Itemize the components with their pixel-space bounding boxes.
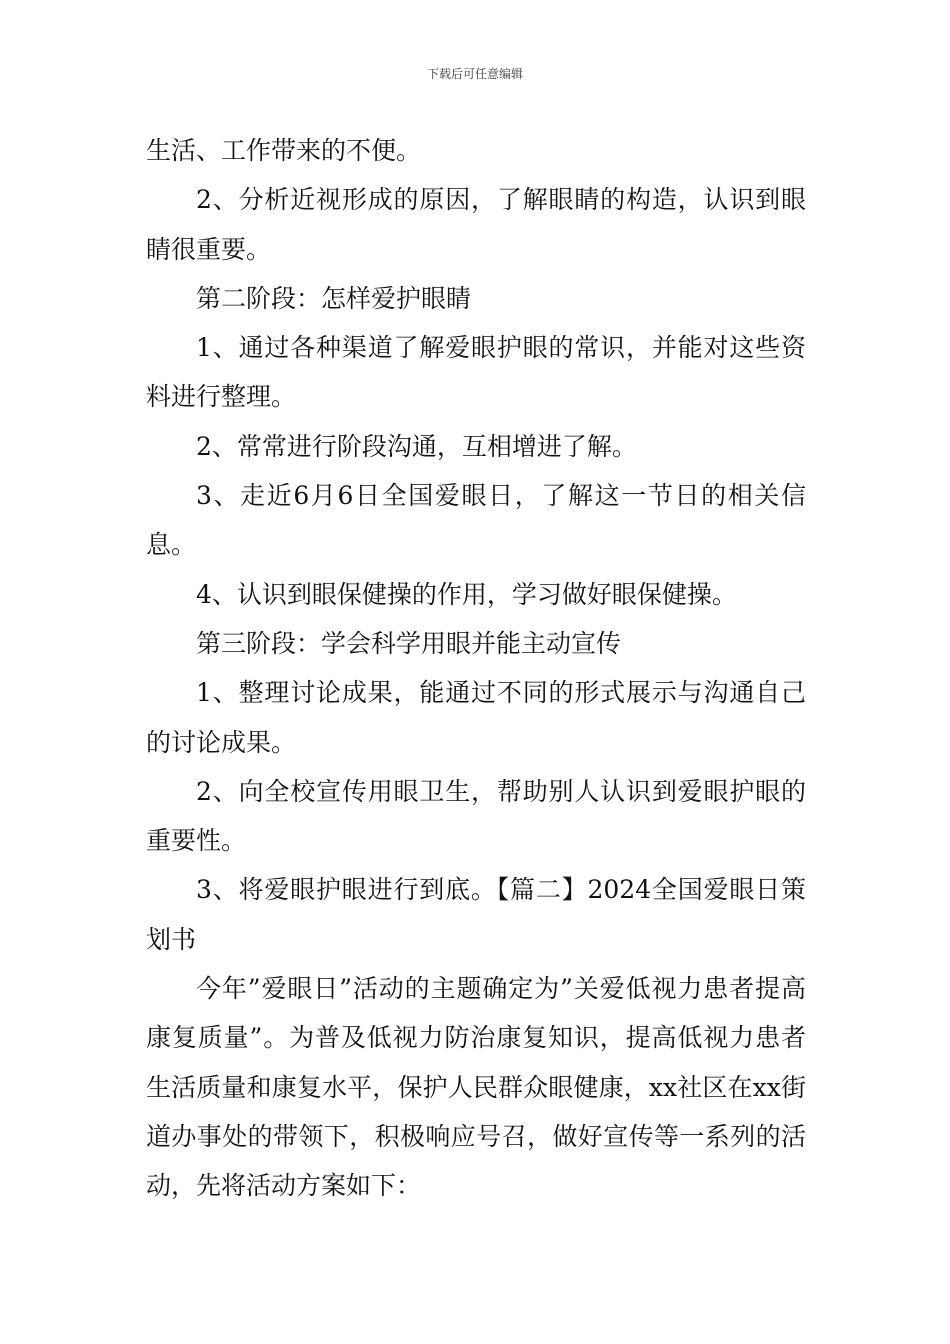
document-body bbox=[146, 126, 806, 1211]
paragraph-11: 3、将爱眼护眼进行到底。【篇二】2024全国爱眼日策划书 bbox=[146, 875, 806, 954]
paragraph-1: 生活、工作带来的不便。 bbox=[146, 136, 422, 165]
paragraph-2: 2、分析近视形成的原因，了解眼睛的构造，认识到眼睛很重要。 bbox=[146, 185, 806, 264]
page-header-note: 下载后可任意编辑 bbox=[426, 67, 523, 81]
paragraph-9: 1、整理讨论成果，能通过不同的形式展示与沟通自己的讨论成果。 bbox=[146, 678, 806, 757]
paragraph-12: 今年”爱眼日”活动的主题确定为”关爱低视力患者提高康复质量”。为普及低视力防治康复知识，提高低视力患者生活质量和康复水平，保护人民群众眼健康，xx社区在xx街道办事处的带领下，积极响应号召，做好宣传等一系列的活动，先将活动方案如下： bbox=[146, 974, 806, 1201]
paragraph-4: 1、通过各种渠道了解爱眼护眼的常识，并能对这些资料进行整理。 bbox=[146, 333, 806, 412]
paragraph-10: 2、向全校宣传用眼卫生，帮助别人认识到爱眼护眼的重要性。 bbox=[146, 776, 806, 856]
section-heading-stage-3: 第三阶段：学会科学用眼并能主动宣传 bbox=[196, 628, 622, 658]
paragraph-7: 4、认识到眼保健操的作用，学习做好眼保健操。 bbox=[196, 579, 737, 609]
section-heading-stage-2: 第二阶段：怎样爱护眼睛 bbox=[196, 283, 472, 313]
paragraph-6: 3、走近6月6日全国爱眼日，了解这一节日的相关信息。 bbox=[146, 481, 806, 560]
paragraph-5: 2、常常进行阶段沟通，互相增进了解。 bbox=[196, 431, 637, 461]
